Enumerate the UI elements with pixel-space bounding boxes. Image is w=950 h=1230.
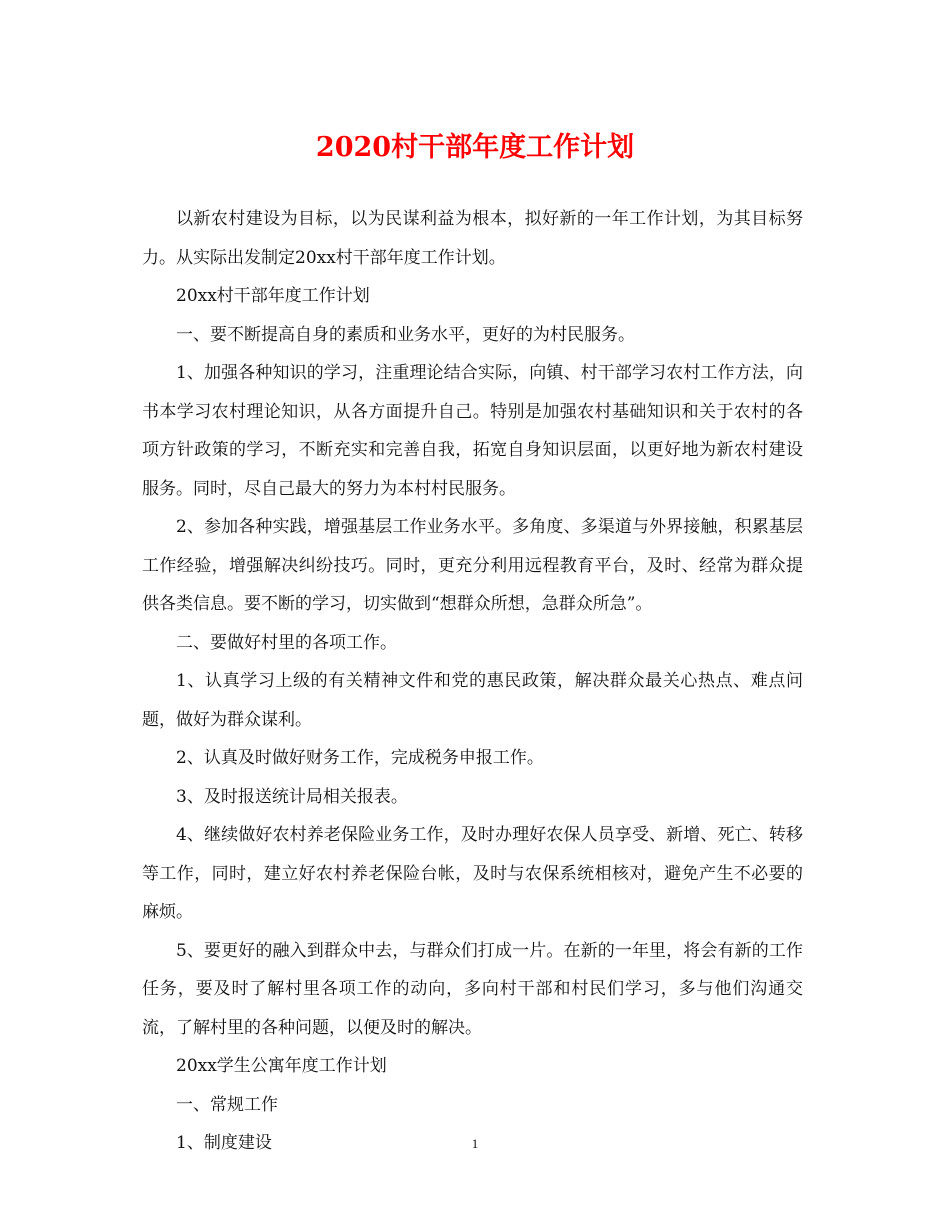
page-number: 1 — [471, 1136, 479, 1151]
document-body — [142, 200, 803, 1163]
paragraph-item-2-finance: 2、认真及时做好财务工作，完成税务申报工作。 — [176, 748, 544, 768]
document-title: 2020村干部年度工作计划 — [315, 132, 635, 163]
paragraph-intro: 以新农村建设为目标，以为民谋利益为根本，拟好新的一年工作计划，为其目标努力。从实际出发制定20xx村干部年度工作计划。 — [142, 209, 803, 268]
paragraph-subtitle-dormitory-plan: 20xx学生公寓年度工作计划 — [176, 1056, 387, 1076]
paragraph-system-building: 1、制度建设 — [176, 1133, 272, 1153]
paragraph-section-one-heading: 一、要不断提高自身的素质和业务水平，更好的为村民服务。 — [176, 324, 635, 345]
paragraph-subtitle-village-plan: 20xx村干部年度工作计划 — [176, 286, 370, 306]
paragraph-item-4-insurance: 4、继续做好农村养老保险业务工作，及时办理好农保人员享受、新增、死亡、转移等工作，同时，建立好农村养老保险台帐，及时与农保系统相核对，避免产生不必要的麻烦。 — [142, 825, 803, 922]
paragraph-item-2-practice: 2、参加各种实践，增强基层工作业务水平。多角度、多渠道与外界接触，积累基层工作经验，增强解决纠纷技巧。同时，更充分利用远程教育平台，及时、经常为群众提供各类信息。要不断的学习，切实做到“想群众所想，急群众所急”。 — [142, 517, 803, 614]
paragraph-item-5-community: 5、要更好的融入到群众中去，与群众们打成一片。在新的一年里，将会有新的工作任务，要及时了解村里各项工作的动向，多向村干部和村民们学习，多与他们沟通交流，了解村里的各种问题，以便及时的解决。 — [142, 940, 803, 1038]
paragraph-item-1-policy: 1、认真学习上级的有关精神文件和党的惠民政策，解决群众最关心热点、难点问题，做好为群众谋利。 — [142, 671, 803, 730]
paragraph-item-3-statistics: 3、及时报送统计局相关报表。 — [176, 786, 408, 807]
paragraph-routine-work-heading: 一、常规工作 — [176, 1094, 278, 1115]
paragraph-section-two-heading: 二、要做好村里的各项工作。 — [176, 632, 397, 653]
paragraph-item-1-learning: 1、加强各种知识的学习，注重理论结合实际，向镇、村干部学习农村工作方法，向书本学习农村理论知识，从各方面提升自己。特别是加强农村基础知识和关于农村的各项方针政策的学习，不断充实和完善自我，拓宽自身知识层面，以更好地为新农村建设服务。同时，尽自己最大的努力为本村村民服务。 — [142, 363, 803, 499]
